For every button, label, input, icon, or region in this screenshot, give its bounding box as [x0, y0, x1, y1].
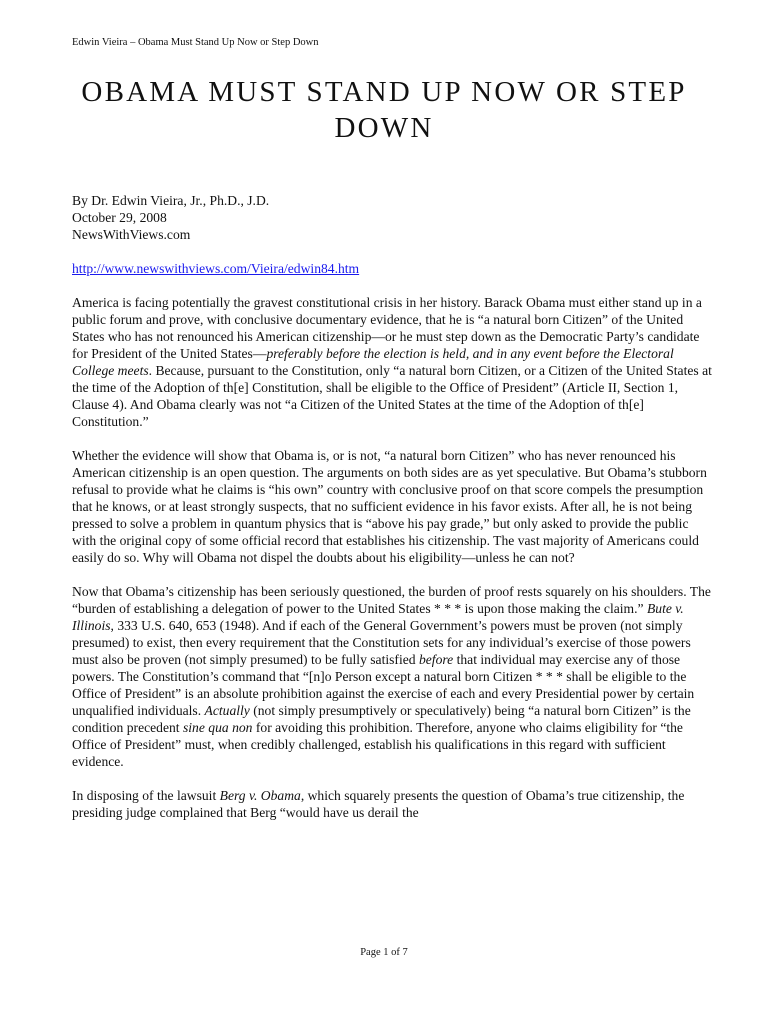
paragraph-2: Whether the evidence will show that Obama is, or is not, “a natural born Citizen” who has never renounced his American citizenship is an open question. The arguments on both sides are as yet speculative. But Obama’s stubborn refusal to provide what he claims is “his own” country with conclusive proof on that score compels the presumption that he knows, or at least strongly suspects, that no sufficient evidence in his favor exists. After all, he is not being pressed to solve a problem in quantum physics that is “above his pay grade,” but only asked to provide the public with the original copy of some official record that establishes his citizenship. The vast majority of Americans could easily do so. Why will Obama not dispel the doubts about his eligibility—unless he can not? [72, 448, 707, 565]
emphasis-text: preferably before the election is held, and in any event before the Electoral College meets [72, 346, 674, 378]
case-citation: Bute v. Illinois [72, 601, 684, 633]
paragraph-1 [72, 294, 712, 430]
paragraph-text: In disposing of the lawsuit [72, 788, 220, 803]
source-url-link[interactable]: http://www.newswithviews.com/Vieira/edwin84.htm [72, 261, 360, 276]
paragraph-text: (not simply presumptively or speculatively) being “a natural born Citizen” is the condition precedent [72, 703, 691, 735]
page-footer: Page 1 of 7 [360, 947, 408, 958]
source-link-line [72, 260, 712, 277]
paragraph-text: Now that Obama’s citizenship has been seriously questioned, the burden of proof rests squarely on his shoulders. The “burden of establishing a delegation of power to the United States * * * is upon those making the claim.” [72, 584, 711, 616]
emphasis-text: before [418, 652, 454, 667]
paragraph-text: America is facing potentially the gravest constitutional crisis in her history. Barack Obama must either stand up in a public forum and prove, with conclusive documentary evidence, that he is “a natural born Citizen” of the United States who has not renounced his American citizenship—or he must step down as the Democratic Party’s candidate for President of the United States— [72, 295, 702, 361]
article-body [72, 192, 712, 838]
byline [72, 192, 712, 243]
date-line: October 29, 2008 [72, 210, 167, 225]
paragraph-3 [72, 583, 712, 770]
paragraph-text: , 333 U.S. 640, 653 (1948). And if each of the General Government’s powers must be proven (not simply presumed) to exist, then every requirement that the Constitution sets for any individual’s exercise of those powers must also be proven (not simply presumed) to be fully satisfied [72, 618, 691, 667]
paragraph-text: , which squarely presents the question of Obama’s true citizenship, the presiding judge complained that Berg “would have us derail the [72, 788, 685, 820]
paragraph-text: that individual may exercise any of those powers. The Constitution’s command that “[n]o Person except a natural born Citizen * * * shall be eligible to the Office of President” is an absolute prohibition against the exercise of each and every Presidential power by certain unqualified individuals. [72, 652, 695, 718]
paragraph-text: . Because, pursuant to the Constitution, only “a natural born Citizen, or a Citizen of the United States at the time of the Adoption of th[e] Constitution, shall be eligible to the Office of President” (Article II, Section 1, Clause 4). And Obama clearly was not “a Citizen of the United States at the time of the Adoption of th[e] Constitution.” [72, 363, 712, 429]
paragraph-4 [72, 787, 712, 821]
emphasis-text: sine qua non [182, 720, 253, 735]
author-line: By Dr. Edwin Vieira, Jr., Ph.D., J.D. [72, 193, 270, 208]
publisher-line: NewsWithViews.com [72, 227, 191, 242]
running-header: Edwin Vieira – Obama Must Stand Up Now or Step Down [72, 37, 319, 48]
case-citation: Berg v. Obama [219, 788, 301, 803]
emphasis-text: Actually [204, 703, 250, 718]
document-title: OBAMA MUST STAND UP NOW OR STEP DOWN [81, 76, 687, 144]
paragraph-text: for avoiding this prohibition. Therefore, anyone who claims eligibility for “the Office of President” must, when credibly challenged, establish his qualifications in this regard with sufficient evidence. [72, 720, 683, 769]
